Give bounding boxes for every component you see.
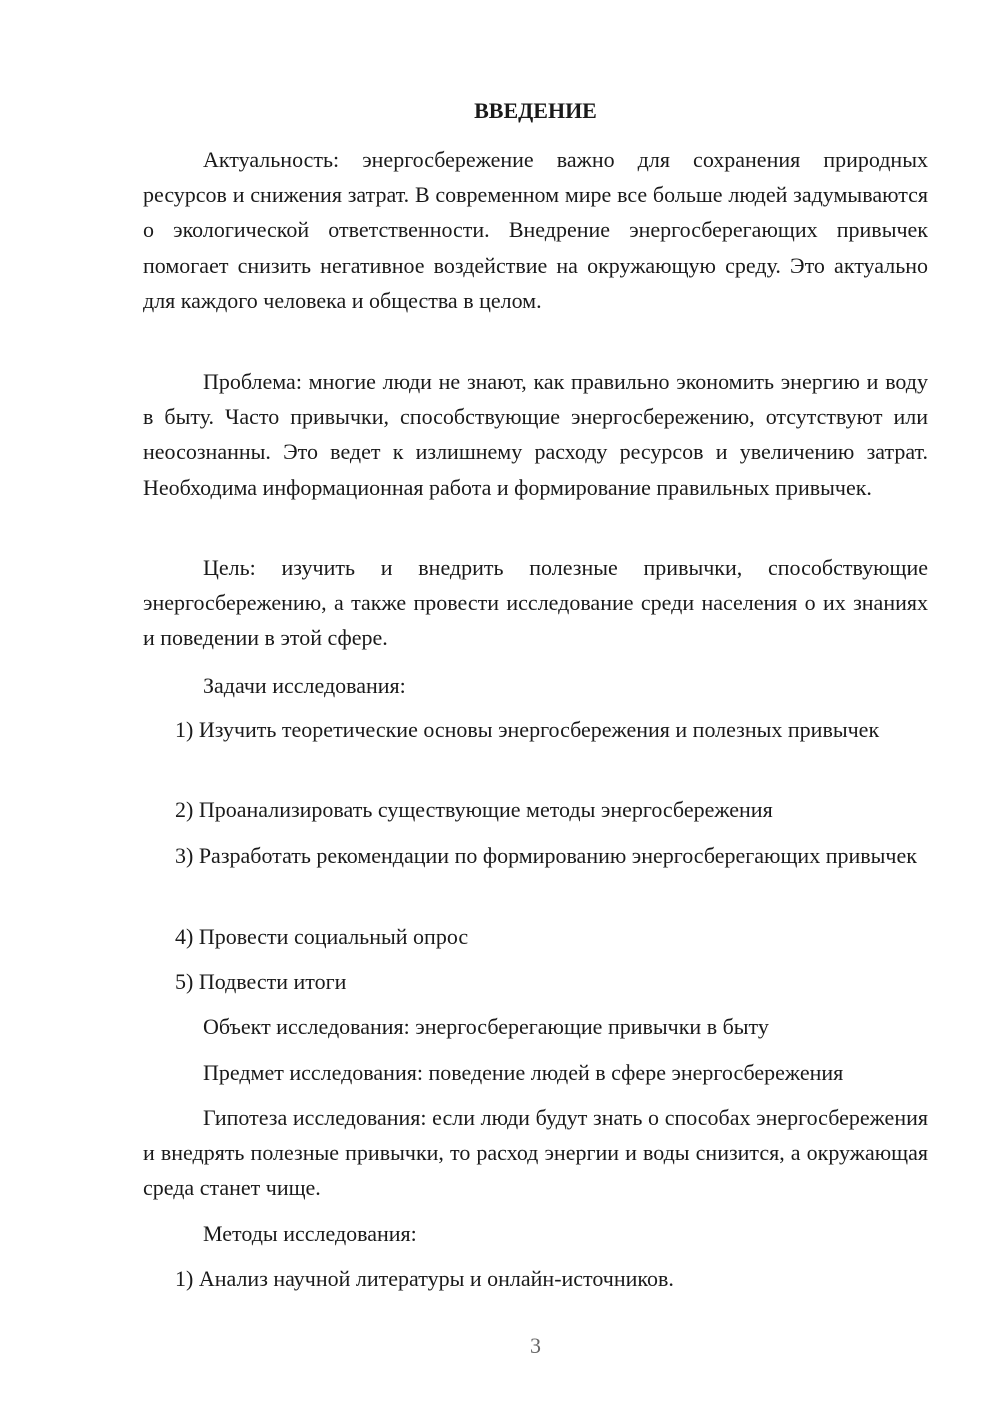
research-object: Объект исследования: энергосберегающие привычки в быту [203, 1014, 769, 1039]
problem-paragraph: Проблема: многие люди не знают, как правильно экономить энергию и воду в быту. Часто привычки, способствующие энергосбережению, отсутствуют или неосознанны. Это ведет к излишнему расходу ресурсов и увеличению затрат. Необходима информационная работа и формирование правильных привычек. [143, 369, 928, 500]
section-heading: ВВЕДЕНИЕ [474, 98, 597, 123]
document-page [143, 0, 928, 1414]
task-item: 4) Провести социальный опрос [175, 924, 469, 949]
method-item: 1) Анализ научной литературы и онлайн-источников. [175, 1266, 674, 1291]
research-hypothesis: Гипотеза исследования: если люди будут знать о способах энергосбережения и внедрять полезные привычки, то расход энергии и воды снизится, а окружающая среда станет чище. [143, 1105, 928, 1201]
research-subject: Предмет исследования: поведение людей в сфере энергосбережения [203, 1060, 844, 1085]
task-item: 1) Изучить теоретические основы энергосбережения и полезных привычек [175, 717, 880, 742]
task-item: 3) Разработать рекомендации по формированию энергосберегающих привычек [175, 843, 917, 868]
tasks-heading: Задачи исследования: [203, 673, 406, 698]
page-number: 3 [530, 1333, 541, 1358]
goal-paragraph: Цель: изучить и внедрить полезные привычки, способствующие энергосбережению, а также провести исследование среди населения о их знаниях и поведении в этой сфере. [143, 555, 928, 651]
task-item: 5) Подвести итоги [175, 969, 347, 994]
task-item: 2) Проанализировать существующие методы энергосбережения [175, 797, 773, 822]
methods-heading: Методы исследования: [203, 1221, 417, 1246]
relevance-paragraph: Актуальность: энергосбережение важно для сохранения природных ресурсов и снижения затрат. В современном мире все больше людей задумываются о экологической ответственности. Внедрение энергосберегающих привычек помогает снизить негативное воздействие на окружающую среду. Это актуально для каждого человека и общества в целом. [143, 147, 928, 313]
